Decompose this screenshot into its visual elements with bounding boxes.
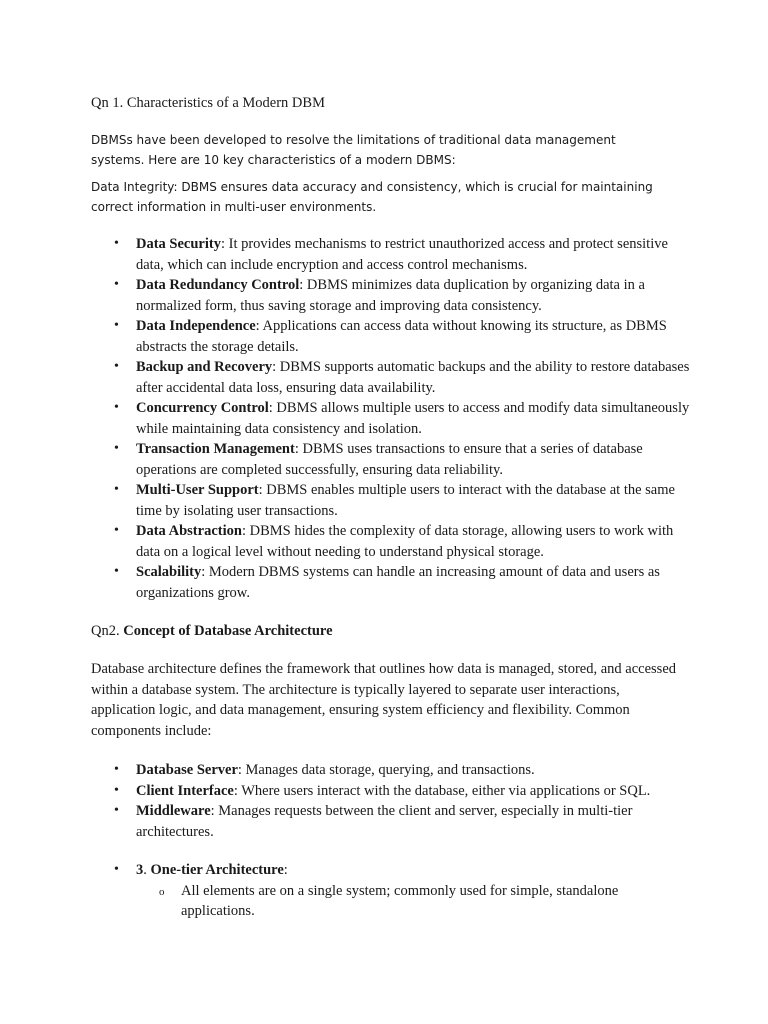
item-desc: : Modern DBMS systems can handle an increasing amount of data and users as organizations grow. [136, 564, 660, 601]
list-item [91, 357, 691, 398]
bullet-icon: • [114, 400, 119, 415]
bullet-icon: • [114, 803, 119, 818]
item-desc: : DBMS minimizes data duplication by organizing data in a normalized form, thus saving storage and improving data consistency. [136, 277, 645, 314]
bullet-icon: • [114, 564, 119, 579]
tier-colon: : [283, 862, 288, 878]
sub-item-text: All elements are on a single system; commonly used for simple, standalone applications. [181, 882, 619, 919]
tier-number: 3 [136, 862, 144, 878]
item-desc: : DBMS hides the complexity of data storage, allowing users to work with data on a logical level without needing to understand physical storage. [136, 523, 674, 560]
components-list [91, 760, 691, 842]
item-term: Data Redundancy Control [136, 277, 300, 293]
architecture-paragraph: Database architecture defines the framework that outlines how data is managed, stored, and accessed within a database system. The architecture is typically layered to separate user interactions, application logic, and data management, ensuring system efficiency and flexibility. Common components include: [91, 661, 676, 739]
item-term: Client Interface [136, 782, 234, 799]
item-term: Middleware [136, 803, 211, 819]
item-desc: : DBMS uses transactions to ensure that a series of database operations are completed successfully, ensuring data reliability. [136, 441, 643, 478]
item-desc: : Manages requests between the client and server, especially in multi-tier architectures. [136, 803, 633, 840]
item-desc: : Manages data storage, querying, and transactions. [237, 762, 535, 778]
q2-prefix: Qn2. [91, 623, 124, 639]
bullet-icon: • [114, 523, 119, 538]
bullet-icon: • [114, 236, 119, 251]
list-item [91, 860, 691, 922]
bullet-icon: • [114, 318, 119, 333]
data-integrity-paragraph: Data Integrity: DBMS ensures data accuracy and consistency, which is crucial for maintaining correct information in multi-user environments. [91, 180, 653, 214]
item-desc: : DBMS supports automatic backups and the ability to restore databases after accidental data loss, ensuring data availability. [136, 359, 690, 396]
item-term: Database Server [136, 762, 238, 778]
bullet-icon: • [114, 482, 119, 497]
item-term: Data Security [136, 236, 221, 252]
item-term: Concurrency Control [136, 400, 269, 416]
list-item [91, 521, 691, 562]
item-term: Data Abstraction [136, 523, 242, 539]
bullet-icon: • [114, 277, 119, 292]
list-item [91, 480, 691, 521]
item-desc: : DBMS enables multiple users to interact with the database at the same time by isolating user transactions. [136, 482, 675, 519]
bullet-icon: • [114, 441, 119, 456]
list-item [91, 801, 691, 842]
item-desc: : Applications can access data without knowing its structure, as DBMS abstracts the storage details. [136, 318, 667, 355]
list-item [91, 275, 691, 316]
q2-title: Concept of Database Architecture [123, 623, 333, 639]
bullet-icon: • [114, 782, 119, 798]
item-term: Scalability [136, 564, 202, 580]
item-term: Transaction Management [136, 441, 295, 457]
tier-sublist [136, 881, 691, 922]
bullet-icon: • [114, 762, 119, 777]
list-item [91, 316, 691, 357]
item-term: Multi-User Support [136, 482, 259, 498]
q2-heading [91, 621, 333, 641]
bullet-icon: • [114, 359, 119, 374]
list-item [91, 781, 691, 802]
item-term: Data Independence [136, 318, 256, 334]
q1-heading: Qn 1. Characteristics of a Modern DBM [91, 95, 325, 111]
item-desc: : It provides mechanisms to restrict unauthorized access and protect sensitive data, which can include encryption and access control mechanisms. [136, 236, 668, 273]
list-item [91, 398, 691, 439]
characteristics-list [91, 234, 691, 603]
list-item [91, 234, 691, 275]
circle-bullet-icon: o [159, 885, 165, 898]
list-item [91, 562, 691, 603]
item-desc: : Where users interact with the database, either via applications or SQL. [233, 782, 651, 799]
bullet-icon: • [114, 862, 119, 877]
list-item [91, 760, 691, 781]
tier-separator: . [143, 862, 151, 878]
item-term: Backup and Recovery [136, 359, 273, 375]
tier-title: One-tier Architecture [150, 862, 284, 878]
architecture-tiers-list [91, 860, 691, 922]
item-desc: : DBMS allows multiple users to access and modify data simultaneously while maintaining data consistency and isolation. [136, 400, 690, 437]
intro-paragraph: DBMSs have been developed to resolve the limitations of traditional data management systems. Here are 10 key characteristics of a modern DBMS: [91, 133, 616, 167]
list-item [91, 439, 691, 480]
sub-list-item [136, 881, 691, 922]
